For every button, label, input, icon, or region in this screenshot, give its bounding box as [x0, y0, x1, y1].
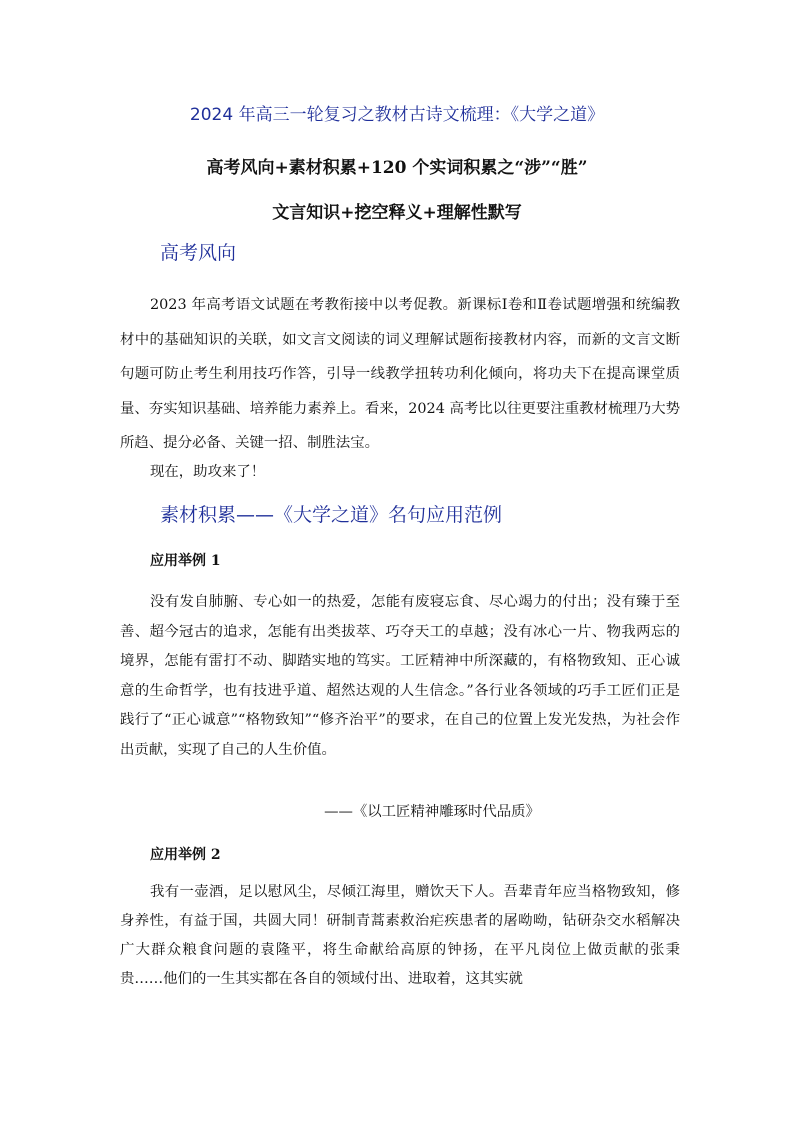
paragraph-help-arrives: 现在，助攻来了！: [150, 464, 266, 480]
document-title: 2024 年高三一轮复习之教材古诗文梳理：《大学之道》: [189, 105, 605, 125]
example-1-text: 没有发自肺腑、专心如一的热爱，怎能有废寝忘食、尽心竭力的付出；没有臻于至善、超今冠古的追求，怎能有出类拔萃、巧夺天工的卓越；没有冰心一片、物我两忘的境界，怎能有雷打不动、脚踏实地的笃实。工匠精神中所深藏的，有格物致知、正心诚意的生命哲学，也有技进乎道、超然达观的人生信念。”各行业各领域的巧手工匠们正是践行了“正心诚意”“格物致知”“修齐治平”的要求，在自己的位置上发光发热，为社会作出贡献，实现了自己的人生价值。: [120, 594, 680, 758]
section-heading-exam-trend: 高考风向: [160, 242, 237, 264]
document-subtitle-1: 高考风向+素材积累+120 个实词积累之“涉”“胜”: [206, 158, 588, 178]
example-2-label: 应用举例 2: [150, 847, 221, 863]
example-1-label: 应用举例 1: [150, 553, 221, 569]
example-2-text: 我有一壶酒，足以慰风尘，尽倾江海里，赠饮天下人。吾辈青年应当格物致知，修身养性，有益于国，共圆大同！研制青蒿素救治疟疾患者的屠呦呦，钻研杂交水稻解决广大群众粮食问题的袁隆平，将生命献给高原的钟扬，在平凡岗位上做贡献的张秉贵……他们的一生其实都在各自的领域付出、进取着，这其实就: [120, 884, 680, 987]
section-heading-material: 素材积累——《大学之道》名句应用范例: [160, 504, 503, 526]
example-1-source: ——《以工匠精神雕琢时代品质》: [324, 804, 540, 820]
document-subtitle-2: 文言知识+挖空释义+理解性默写: [272, 203, 522, 223]
paragraph-exam-trend: 2023 年高考语文试题在考教衔接中以考促教。新课标Ⅰ卷和Ⅱ卷试题增强和统编教材中的基础知识的关联，如文言文阅读的词义理解试题衔接教材内容，而新的文言文断句题可防止考生利用技巧作答，引导一线教学扭转功利化倾向，将功夫下在提高课堂质量、夯实知识基础、培养能力素养上。看来，2024 高考比以往更要注重教材梳理乃大势所趋、提分必备、关键一招、制胜法宝。: [120, 297, 680, 451]
